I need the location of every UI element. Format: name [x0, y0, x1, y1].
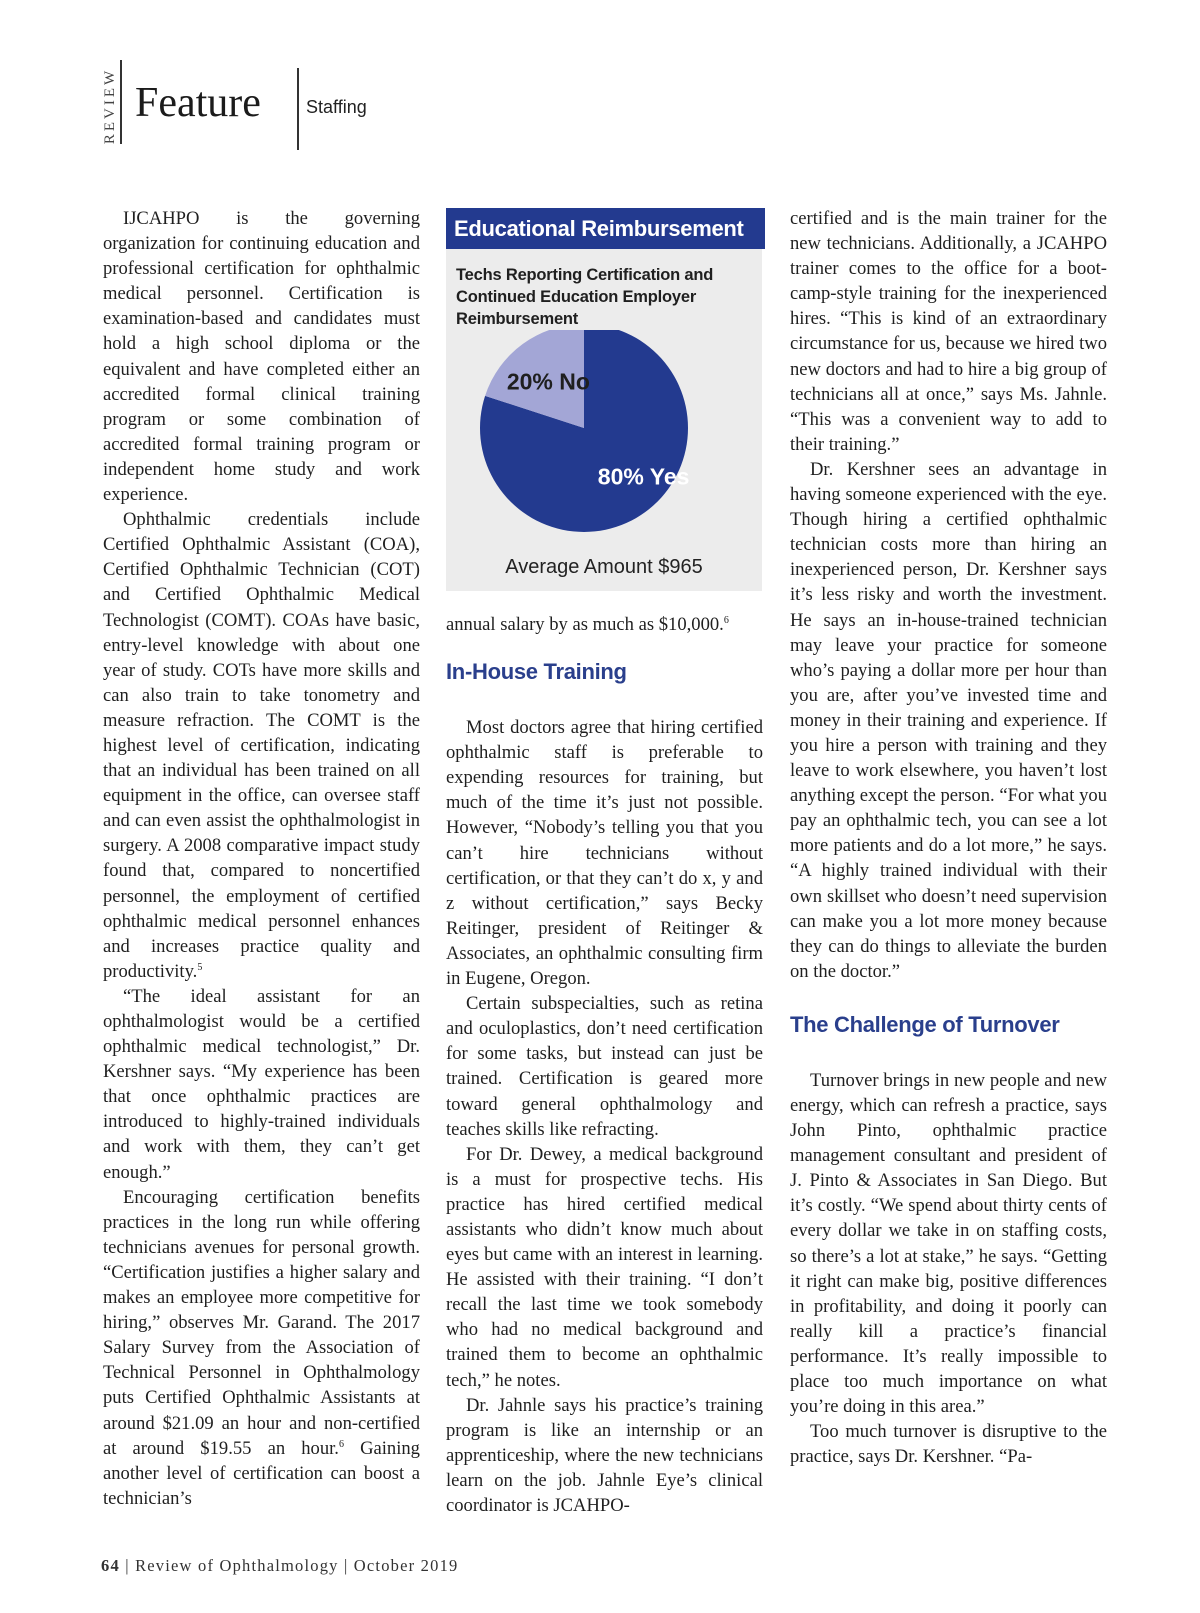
footnote-ref: 6	[338, 1438, 344, 1450]
article-column-1	[103, 206, 420, 1511]
article-column-2	[446, 612, 763, 1518]
page-number: 64	[101, 1556, 120, 1575]
paragraph: IJCAHPO is the governing organization for continuing education and professional certification for ophthalmic medical personnel. Certification is examination-based and candidates must hold a high school diploma or the equivalent and have completed either an accredited formal clinical training program or some combination of accredited formal training program or independent home study and work experience.	[103, 208, 420, 506]
sidebar-title-tab	[755, 208, 765, 249]
paragraph: Encouraging certification benefits practices in the long run while offering technicians avenues for personal growth. “Certification justifies a higher salary and makes an employee more competitive for hiring,” observes Mr. Garand. The 2017 Salary Survey from the Association of Technical Personnel in Ophthalmology puts Certified Ophthalmic Assistants at around $21.09 an hour and non-certified at around $19.55 an hour.$^6$ Gaining another level of certification can boost a technician’s	[103, 1186, 420, 1509]
publication-name: Review of Ophthalmology	[135, 1556, 339, 1575]
paragraph: Ophthalmic credentials include Certified Ophthalmic Assistant (COA), Certified Ophthalmic Technician (COT) and Certified Ophthalmic Medical Technologist (COMT). COAs have basic, entry-level knowledge with about one year of study. COTs have more skills and can also train to take tonometry and measure refraction. The COMT is the highest level of certification, indicating that an individual has been trained on all equipment in the office, can oversee staff and can even assist the ophthalmologist in surgery. A 2008 comparative impact study found that, compared to noncertified personnel, the employment of certified ophthalmic medical personnel enhances and increases practice quality and productivity.$^5$	[103, 509, 420, 982]
sidebar-title: Educational Reimbursement	[446, 208, 762, 249]
paragraph: Most doctors agree that hiring certified ophthalmic staff is preferable to expending resources for training, but much of the time it’s just not possible. However, “Nobody’s telling you that you can’t hire technicians without certification, or that they can’t do x, y and z without certification,” says Becky Reitinger, president of Reitinger & Associates, an ophthalmic consulting firm in Eugene, Oregon.	[446, 717, 763, 990]
paragraph: certified and is the main trainer for the new technicians. Additionally, a JCAHPO trainer comes to the office for a boot-camp-style training for the inexperienced hires. “This is kind of an extraordinary circumstance for us, because we hired two new doctors and had to hire a big group of technicians all at once,” says Ms. Jahnle. “This was a convenient way to add to their training.”	[790, 208, 1107, 455]
paragraph: Turnover brings in new people and new energy, which can refresh a practice, says John Pinto, ophthalmic practice management consultant and president of J. Pinto & Associates in San Diego. But it’s costly. “We spend about thirty cents of every dollar we take in on staffing costs, so there’s a lot at stake,” he says. “Getting it right can make big, positive differences in profitability, and doing it poorly can really kill a practice’s financial performance. It’s really impossible to place too much importance on what you’re doing in this area.”	[790, 1069, 1107, 1418]
header-rule-right	[297, 68, 299, 150]
issue-date: October 2019	[353, 1556, 459, 1575]
footnote-ref: 5	[197, 961, 203, 973]
pie-chart	[446, 330, 762, 560]
chart-title: Techs Reporting Certification and Continued Education Employer Reimbursement	[456, 266, 714, 328]
paragraph: Dr. Kershner sees an advantage in having someone experienced with the eye. Though hiring a certified ophthalmic technician costs more than hiring an inexperienced person, Dr. Kershner says it’s less risky and worth the investment. He says an in-house-trained technician may leave your practice for someone who’s paying a dollar more per hour than you are, after you’ve invested time and money in their training and experience. If you hire a person with training and they leave to work elsewhere, you haven’t lost anything except the person. “For what you pay an ophthalmic tech, you can see a lot more patients and do a lot more,” he says. “A highly trained individual with their own skillset who doesn’t need supervision can make you a lot more money because they can do things to alleviate the burden on the doctor.”	[790, 458, 1107, 982]
footnote-ref: 6	[723, 614, 729, 626]
article-column-3	[790, 206, 1107, 1469]
paragraph: For Dr. Dewey, a medical background is a must for prospective techs. His practice has hired certified medical assistants who didn’t know much about eyes but came with an interest in learning. He assisted with their training. “I don’t recall the last time we took somebody who had no medical background and trained them to become an ophthalmic tech,” he notes.	[446, 1143, 763, 1391]
subheading-in-house-training: In-House Training	[446, 659, 627, 685]
pie-label-yes: 80% Yes	[597, 463, 690, 490]
section-topic: Staffing	[306, 97, 367, 117]
page-footer: 64 | Review of Ophthalmology | October 2019	[101, 1556, 459, 1575]
review-label: REVIEW	[102, 67, 118, 145]
paragraph: Dr. Jahnle says his practice’s training program is like an internship or an apprenticeship, where the new technicians learn on the job. Jahnle Eye’s clinical coordinator is JCAHPO-	[446, 1394, 763, 1516]
paragraph: Certain subspecialties, such as retina and oculoplastics, don’t need certification for some tasks, but instead can just be trained. Certification is geared more toward general ophthalmology and teaches skills like refracting.	[446, 993, 763, 1140]
pie-label-no: 20% No	[506, 368, 590, 395]
subheading-turnover: The Challenge of Turnover	[790, 1011, 1060, 1037]
chart-annotation: Average Amount $965	[505, 556, 703, 578]
section-title: Feature	[135, 80, 261, 126]
paragraph: “The ideal assistant for an ophthalmologist would be a certified ophthalmic medical technologist,” Dr. Kershner says. “My experience has been that once ophthalmic practices are introduced to highly-trained individuals and work with them, they can’t get enough.”	[103, 985, 420, 1183]
paragraph: annual salary by as much as $10,000.$^6$	[446, 614, 729, 635]
header-rule-left	[120, 60, 122, 144]
paragraph: Too much turnover is disruptive to the practice, says Dr. Kershner. “Pa-	[790, 1421, 1107, 1468]
